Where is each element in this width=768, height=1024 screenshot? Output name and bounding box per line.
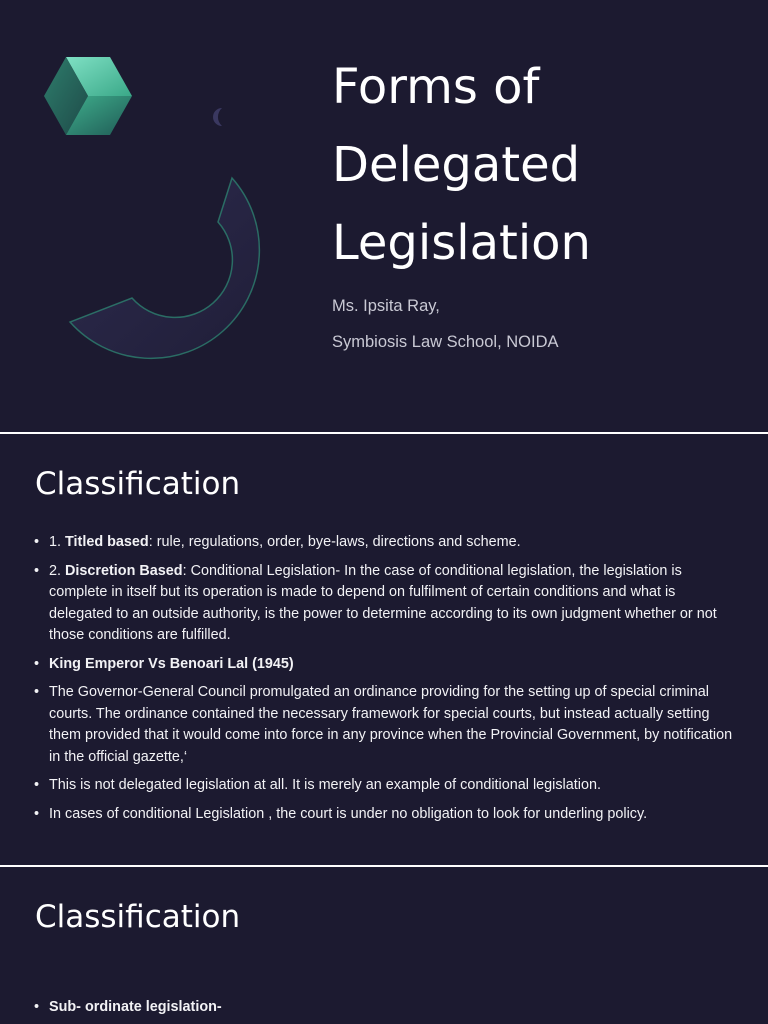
subtitle — [332, 294, 752, 366]
slide-title — [332, 48, 752, 282]
ring-shape — [70, 178, 259, 358]
title-line: Legislation — [332, 215, 591, 271]
bullet-text: : rule, regulations, order, bye-laws, directions and scheme. — [148, 534, 521, 550]
list-item — [34, 654, 740, 676]
title-slide — [0, 0, 768, 432]
bullet-prefix: 2. — [49, 562, 65, 579]
cube-icon — [44, 57, 132, 135]
list-item — [34, 804, 740, 826]
bullet-prefix: 1. — [49, 534, 65, 550]
list-item — [34, 775, 740, 797]
author-name: Ms. Ipsita Ray, — [332, 297, 440, 315]
classification-slide-1 — [0, 434, 768, 865]
list-item — [34, 561, 740, 647]
bullet-text: In cases of conditional Legislation , the court is under no obligation to look for underling policy. — [49, 805, 648, 822]
list-item — [34, 682, 740, 768]
bullet-label: Discretion Based — [65, 562, 183, 579]
bullet-text: : Conditional Legislation- In the case of conditional legislation, the legislation is complete in itself but its operation is made to depend on fulfilment of certain conditions and what is delegated to an outside authority, is the power to determine according to its own judgment whether or not those conditions are fulfilled. — [49, 562, 717, 643]
title-line: Delegated — [332, 137, 581, 193]
bullet-list — [34, 532, 740, 832]
title-block — [332, 48, 752, 366]
bullet-label: Titled based — [65, 534, 149, 550]
bullet-label: Sub- ordinate legislation- — [49, 999, 222, 1015]
bullet-list — [34, 997, 740, 1024]
list-item — [34, 997, 740, 1019]
bullet-text: This is not delegated legislation at all. It is merely an example of conditional legislation. — [49, 777, 601, 793]
bullet-label: King Emperor Vs Benoari Lal (1945) — [49, 655, 294, 672]
institution-name: Symbiosis Law School, NOIDA — [332, 333, 559, 351]
title-line: Forms of — [332, 59, 540, 115]
bullet-text: The Governor-General Council promulgated an ordinance providing for the setting up of special criminal courts. The ordinance contained the necessary framework for special courts, but instead actually setting them provided that it would come into force in any province when the Provincial Government, by notification in the official gazette,‘ — [49, 684, 733, 765]
slide-title: Classification — [35, 466, 241, 502]
classification-slide-2 — [0, 867, 768, 1024]
small-moon-shape — [213, 108, 222, 126]
decorative-shapes — [0, 0, 300, 432]
slide-title: Classification — [35, 899, 241, 935]
list-item — [34, 532, 740, 554]
